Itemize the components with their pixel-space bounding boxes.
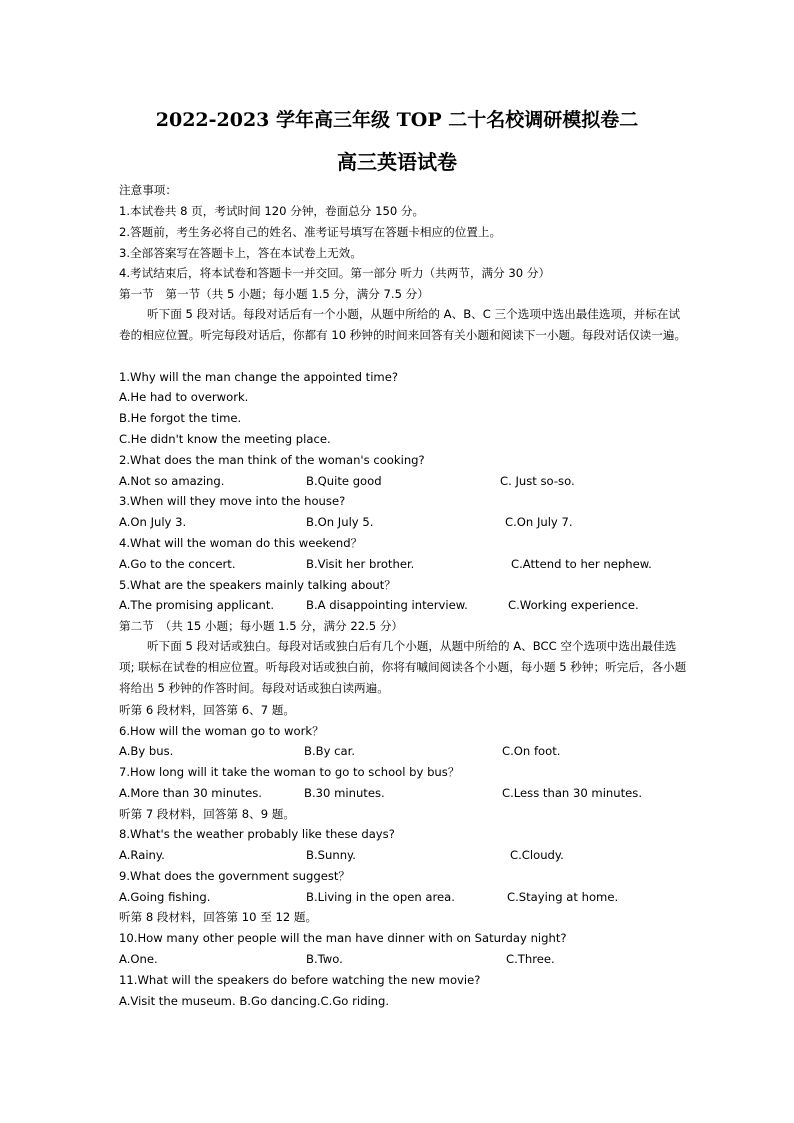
- exam-subtitle: 高三英语试卷: [337, 150, 457, 174]
- question-6: 6.How will the woman go to work？: [119, 724, 324, 738]
- exam-title: 2022-2023 学年高三年级 TOP 二十名校调研模拟卷二: [155, 109, 639, 131]
- q4-option-c: C.Attend to her nephew.: [511, 557, 652, 571]
- q7-option-b: B.30 minutes.: [304, 786, 385, 800]
- q9-option-c: C.Staying at home.: [507, 890, 619, 904]
- q1-option-a: A.He had to overwork.: [119, 390, 249, 404]
- q10-option-b: B.Two.: [306, 952, 343, 966]
- section1-heading: 第一节 第一节（共 5 小题；每小题 1.5 分，满分 7.5 分）: [119, 287, 429, 301]
- q5-option-a: A.The promising applicant.: [119, 598, 275, 612]
- q1-option-c: C.He didn't know the meeting place.: [119, 432, 331, 446]
- q9-option-a: A.Going fishing.: [119, 890, 211, 904]
- notice-item: 4.考试结束后，将本试卷和答题卡一并交回。第一部分 听力（共两节，满分 30 分）: [119, 266, 551, 280]
- question-4: 4.What will the woman do this weekend？: [119, 536, 363, 550]
- q10-option-c: C.Three.: [506, 952, 555, 966]
- material-6-heading: 听第 6 段材料，回答第 6、7 题。: [119, 703, 295, 717]
- q9-option-b: B.Living in the open area.: [306, 890, 455, 904]
- notice-item: 2.答题前，考生务必将自己的姓名、准考证号填写在答题卡相应的位置上。: [119, 225, 502, 239]
- section2-heading: 第二节 （共 15 小题；每小题 1.5 分，满分 22.5 分）: [119, 619, 404, 633]
- question-8: 8.What's the weather probably like these days?: [119, 827, 395, 841]
- q8-option-a: A.Rainy.: [119, 848, 165, 862]
- q4-option-a: A.Go to the concert.: [119, 557, 236, 571]
- section2-instructions: 听下面 5 段对话或独白。每段对话或独白后有几个小题，从题中所给的 A、BCC 空个选项中选出最佳选项; 联标在试卷的相应位置。听每段对话或独白前，你将有嘁间阅读各个小题，每小题 5 秒钟；听完后，各小题将给出 5 秒钟的作答时间。每段对话或独白读两遍。: [119, 639, 687, 695]
- q4-option-b: B.Visit her brother.: [306, 557, 415, 571]
- notice-heading: 注意事项：: [119, 183, 177, 197]
- q6-option-c: C.On foot.: [502, 744, 561, 758]
- material-8-heading: 听第 8 段材料，回答第 10 至 12 题。: [119, 910, 318, 924]
- notice-item: 1.本试卷共 8 页，考试时间 120 分钟，卷面总分 150 分。: [119, 204, 425, 218]
- notice-item: 3.全部答案写在答题卡上，答在本试卷上无效。: [119, 246, 362, 260]
- q3-option-b: B.On July 5.: [306, 515, 374, 529]
- question-9: 9.What does the government suggest？: [119, 869, 351, 883]
- question-5: 5.What are the speakers mainly talking about？: [119, 578, 396, 592]
- material-7-heading: 听第 7 段材料，回答第 8、9 题。: [119, 807, 295, 821]
- q7-option-c: C.Less than 30 minutes.: [502, 786, 643, 800]
- question-11: 11.What will the speakers do before watching the new movie?: [119, 973, 481, 987]
- q8-option-b: B.Sunny.: [306, 848, 356, 862]
- question-10: 10.How many other people will the man have dinner with on Saturday night?: [119, 931, 567, 945]
- question-2: 2.What does the man think of the woman's cooking?: [119, 453, 425, 467]
- q6-option-b: B.By car.: [304, 744, 356, 758]
- q10-option-a: A.One.: [119, 952, 158, 966]
- q2-option-c: C. Just so-so.: [500, 474, 575, 488]
- q2-option-a: A.Not so amazing.: [119, 474, 225, 488]
- q5-option-c: C.Working experience.: [508, 598, 639, 612]
- q3-option-a: A.On July 3.: [119, 515, 187, 529]
- q8-option-c: C.Cloudy.: [510, 848, 564, 862]
- question-7: 7.How long will it take the woman to go to school by bus？: [119, 765, 460, 779]
- q7-option-a: A.More than 30 minutes.: [119, 786, 262, 800]
- q3-option-c: C.On July 7.: [505, 515, 573, 529]
- q6-option-a: A.By bus.: [119, 744, 174, 758]
- q11-options: A.Visit the museum. B.Go dancing.C.Go riding.: [119, 994, 390, 1008]
- q2-option-b: B.Quite good: [306, 474, 382, 488]
- question-3: 3.When will they move into the house?: [119, 494, 346, 508]
- q5-option-b: B.A disappointing interview.: [306, 598, 468, 612]
- question-1: 1.Why will the man change the appointed time?: [119, 370, 399, 384]
- section1-instructions: 听下面 5 段对话。每段对话后有一个小题，从题中所给的 A、B、C 三个选项中选出最佳选项，并标在试卷的相应位置。听完每段对话后，你都有 10 秒钟的时间来回答有关小题和阅读下一小题。每段对话仅读一遍。: [119, 307, 687, 342]
- q1-option-b: B.He forgot the time.: [119, 411, 242, 425]
